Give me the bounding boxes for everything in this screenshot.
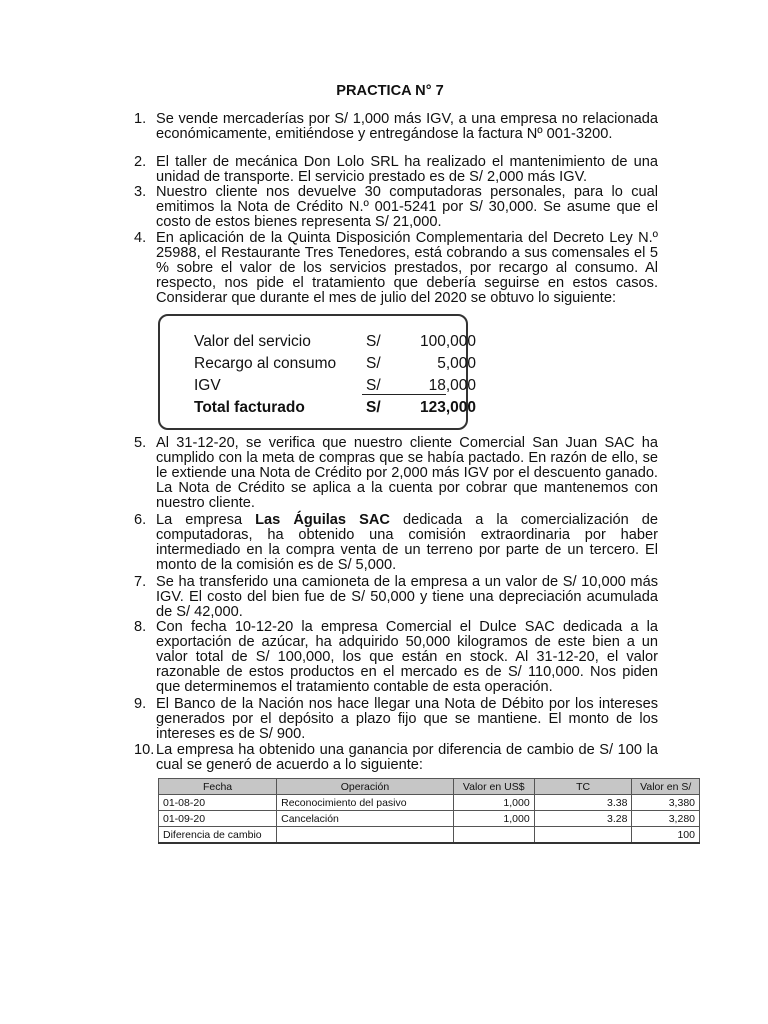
item-text: En aplicación de la Quinta Disposición Complementaria del Decreto Ley N.º 25988, el Restaurante Tres Tenedores, está cobrando a sus comensales el 5 % sobre el valor de los servicios prestados, por recargo al consumo. Al respecto, nos pide el tratamiento que debería seguirse en estos casos. Considerar que durante el mes de julio del 2020 se obtuvo lo siguiente:: [156, 230, 658, 306]
page-title: PRACTICA N° 7: [336, 83, 444, 99]
column-header: Fecha: [159, 779, 277, 795]
item-text: Con fecha 10-12-20 la empresa Comercial el Dulce SAC dedicada a la exportación de azúcar, ha adquirido 50,000 kilogramos de este bien a un valor total de S/ 100,000, los que están en stock. Al 31-12-20, el valor razonable de estos productos en el mercado es de S/ 110,000. Nos piden que determinemos el tratamiento contable de esta operación.: [156, 619, 658, 695]
exercise-item: [134, 112, 658, 142]
item-text-part: dedicada a la comercialización de computadoras, ha obtenido una comisión extraordinaria por haber intermediado en la compra venta de un terreno por parte de un tercero. El monto de la comisión es de S/ 5,000.: [156, 512, 658, 573]
table-row: [159, 795, 700, 811]
item-text: La empresa ha obtenido una ganancia por diferencia de cambio de S/ 100 la cual se generó de acuerdo a lo siguiente:: [156, 742, 658, 773]
table-cell: 100: [632, 827, 700, 844]
item-number: 4.: [134, 230, 147, 246]
item-number: 1.: [134, 111, 147, 127]
table-cell: [534, 827, 632, 844]
currency: S/: [366, 377, 381, 394]
item-text: El taller de mecánica Don Lolo SRL ha realizado el mantenimiento de una unidad de transporte. El servicio prestado es de S/ 2,000 más IGV.: [156, 154, 658, 185]
column-header: Operación: [277, 779, 454, 795]
column-header: TC: [534, 779, 632, 795]
item-number: 3.: [134, 184, 147, 200]
table-cell: 1,000: [453, 811, 534, 827]
amount: 123,000: [419, 399, 476, 416]
item-number: 2.: [134, 154, 147, 170]
total-underline: [362, 394, 446, 395]
table-cell: [277, 827, 454, 844]
table-cell: 1,000: [453, 795, 534, 811]
table-header-row: [159, 779, 700, 795]
exercise-item: [134, 185, 658, 230]
amount: 18,000: [428, 377, 476, 394]
item-text: Se vende mercaderías por S/ 1,000 más IGV, a una empresa no relacionada económicamente, emitiéndose y entregándose la factura Nº 001-3200.: [156, 111, 658, 142]
item-text-part: La empresa: [156, 512, 256, 528]
amount: 5,000: [437, 355, 476, 372]
table-cell: 3,380: [632, 795, 700, 811]
exercise-item: [134, 231, 658, 306]
item-text: Nuestro cliente nos devuelve 30 computadoras personales, para lo cual emitimos la Nota de Crédito N.º 001-5241 por S/ 30,000. Se asume que el costo de estos bienes representa S/ 21,000.: [156, 184, 658, 230]
table-cell: Reconocimiento del pasivo: [277, 795, 454, 811]
item-number: 8.: [134, 619, 147, 635]
table-cell: Cancelación: [277, 811, 454, 827]
exchange-difference-table: [158, 778, 700, 844]
company-name: Las Águilas SAC: [255, 512, 390, 528]
item-number: 10.: [134, 742, 155, 758]
item-number: 6.: [134, 512, 147, 528]
service-summary-box: [158, 314, 476, 430]
item-text: Al 31-12-20, se verifica que nuestro cliente Comercial San Juan SAC ha cumplido con la meta de compras que se había pactado. En razón de ello, se le extiende una Nota de Crédito por 2,000 más IGV por el descuento ganado. La Nota de Crédito se aplica a la cuenta por cobrar que mantenemos con nuestro cliente.: [156, 435, 658, 511]
table-cell: 01-09-20: [159, 811, 277, 827]
table-cell: Diferencia de cambio: [159, 827, 277, 844]
exercise-item: [134, 743, 658, 773]
column-header: Valor en US$: [453, 779, 534, 795]
table-cell: 3,280: [632, 811, 700, 827]
item-number: 9.: [134, 696, 147, 712]
column-header: Valor en S/: [632, 779, 700, 795]
row-label: IGV: [194, 377, 221, 394]
exercise-item: [134, 155, 658, 185]
exercise-item: [134, 575, 658, 620]
exercise-item: [134, 620, 658, 695]
table-cell: 01-08-20: [159, 795, 277, 811]
table-cell: 3.38: [534, 795, 632, 811]
exercise-item: [134, 436, 658, 511]
item-number: 7.: [134, 574, 147, 590]
table-row: [159, 811, 700, 827]
item-text: [156, 513, 658, 573]
item-text: El Banco de la Nación nos hace llegar una Nota de Débito por los intereses generados por el depósito a plazo fijo que se mantiene. El monto de los intereses es de S/ 900.: [156, 696, 658, 742]
amount: 100,000: [419, 333, 476, 350]
currency: S/: [366, 355, 381, 372]
row-label: Recargo al consumo: [194, 355, 337, 372]
item-text: Se ha transferido una camioneta de la empresa a un valor de S/ 10,000 más IGV. El costo del bien fue de S/ 50,000 y tiene una depreciación acumulada de S/ 42,000.: [156, 574, 658, 620]
row-label: Valor del servicio: [194, 333, 311, 350]
currency: S/: [366, 333, 381, 350]
row-label: Total facturado: [194, 399, 305, 416]
exercise-item: [134, 513, 658, 573]
currency: S/: [366, 399, 381, 416]
table-cell: 3.28: [534, 811, 632, 827]
item-number: 5.: [134, 435, 147, 451]
table-row: [159, 827, 700, 844]
table-cell: [453, 827, 534, 844]
exercise-item: [134, 697, 658, 742]
